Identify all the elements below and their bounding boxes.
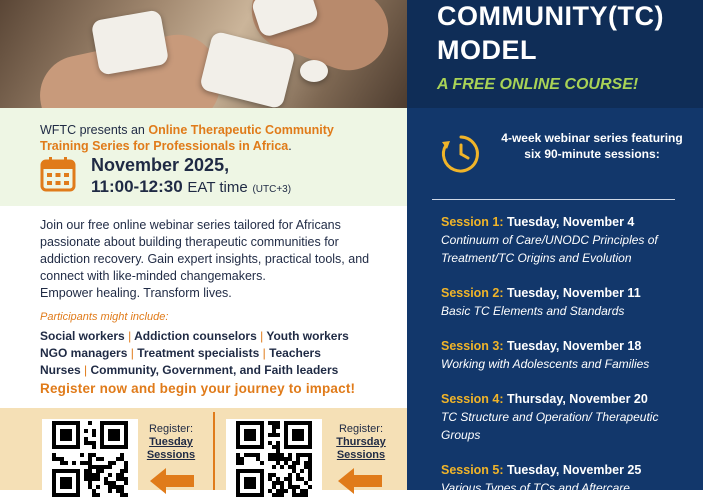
register-cta: Register now and begin your journey to impact!: [40, 381, 356, 396]
participants-label: Participants might include:: [40, 311, 169, 323]
qr-code-thursday[interactable]: [226, 419, 322, 497]
sessions-divider: [432, 199, 675, 200]
description: Join our free online webinar series tailored for Africans passionate about building therapeutic communities for addiction recovery. Gain expert insights, practical tools, and connect with like-minded changemakers. Empower healing. Transform lives.: [40, 218, 370, 300]
arrow-left-icon: [150, 468, 194, 494]
arrow-left-icon: [338, 468, 382, 494]
event-date: November 2025,: [91, 155, 230, 175]
participants-line-3: Nurses | Community, Government, and Faith leaders: [40, 363, 339, 377]
participants-list: [40, 328, 400, 379]
tuesday-sessions-link[interactable]: Tuesday Sessions: [146, 436, 196, 461]
qr-code-tuesday[interactable]: [42, 419, 138, 497]
course-subtitle: A FREE ONLINE COURSE!: [437, 76, 639, 93]
session-item: Session 5: Tuesday, November 25 Various Types of TCs and Aftercare: [441, 463, 642, 495]
clock-icon: [440, 133, 482, 175]
presents-text: WFTC presents an Online Therapeutic Community Training Series for Professionals in Africa.: [40, 123, 334, 153]
session-item: Session 4: Thursday, November 20 TC Structure and Operation/ Therapeutic Groups: [441, 392, 659, 442]
register-thursday: Register: Thursday Sessions: [330, 423, 392, 462]
thursday-sessions-link[interactable]: Thursday Sessions: [336, 436, 386, 461]
puzzle-photo: [0, 0, 407, 108]
calendar-icon: [40, 156, 76, 192]
event-time: 11:00-12:30 EAT time (UTC+3): [91, 177, 292, 196]
registration-divider: [213, 412, 215, 490]
course-title-line2: MODEL: [437, 35, 537, 65]
series-info: 4-week webinar series featuring six 90-minute sessions:: [501, 131, 683, 161]
training-series-highlight: Online Therapeutic Community Training Series for Professionals in Africa: [40, 123, 334, 153]
course-title-line1: COMMUNITY(TC): [437, 1, 664, 31]
session-item: Session 1: Tuesday, November 4 Continuum of Care/UNODC Principles of Treatment/TC Origins and Evolution: [441, 215, 658, 265]
tagline: Empower healing. Transform lives.: [40, 286, 232, 300]
session-item: Session 2: Tuesday, November 11 Basic TC Elements and Standards: [441, 286, 641, 318]
participants-line-1: Social workers | Addiction counselors | Youth workers: [40, 329, 349, 343]
participants-line-2: NGO managers | Treatment specialists | Teachers: [40, 346, 321, 360]
session-item: Session 3: Tuesday, November 18 Working with Adolescents and Families: [441, 339, 650, 371]
register-tuesday: Register: Tuesday Sessions: [142, 423, 200, 462]
